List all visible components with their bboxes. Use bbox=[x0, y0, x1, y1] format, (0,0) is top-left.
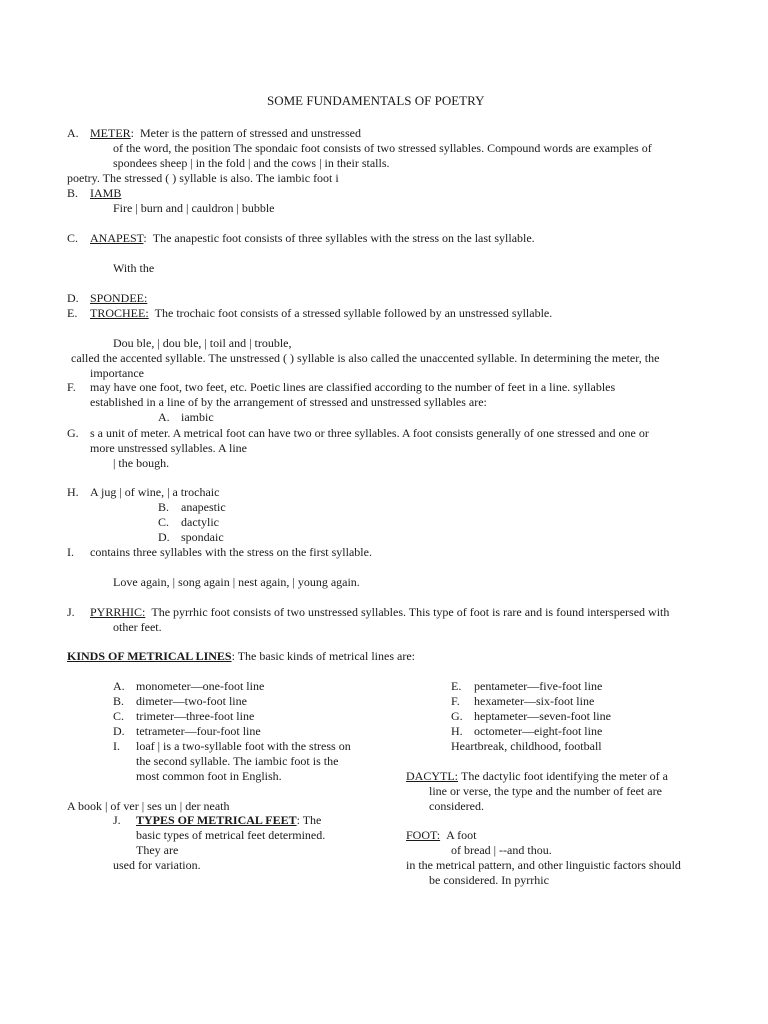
meter-definition: Meter is the pattern of stressed and unstressed bbox=[140, 126, 361, 140]
foot-line4: be considered. In pyrrhic bbox=[429, 873, 549, 887]
section-h-letter: H. bbox=[67, 485, 79, 499]
section-a-letter: A. bbox=[67, 126, 79, 140]
section-g-letter: G. bbox=[67, 426, 79, 440]
meter-colon: : bbox=[130, 126, 135, 140]
types-line3: They are bbox=[136, 843, 179, 857]
section-g-line2: more unstressed syllables. A line bbox=[90, 441, 247, 455]
types-line4: used for variation. bbox=[113, 858, 201, 872]
types-heading: TYPES OF METRICAL FEET bbox=[136, 813, 297, 827]
section-j-line2: other feet. bbox=[113, 620, 162, 634]
kinds-heading: KINDS OF METRICAL LINES bbox=[67, 649, 232, 663]
types-colon: : The bbox=[296, 813, 322, 827]
types-heading-line bbox=[136, 813, 321, 827]
section-a-heading bbox=[90, 126, 361, 140]
anapest-colon: : bbox=[143, 231, 147, 245]
book-line: A book | of ver | ses un | der neath bbox=[67, 799, 230, 813]
kinds-left-letter: D. bbox=[113, 724, 125, 738]
types-letter: J. bbox=[113, 813, 121, 827]
section-e-heading bbox=[90, 306, 552, 320]
section-f-line2: established in a line of by the arrangement of stressed and unstressed syllables are: bbox=[90, 395, 487, 409]
meter-term: METER bbox=[90, 126, 131, 140]
kinds-right-letter: G. bbox=[451, 709, 463, 723]
kinds-right-text: hexameter—six-foot line bbox=[474, 694, 595, 708]
section-b-letter: B. bbox=[67, 186, 79, 200]
section-e-line2: Dou ble, | dou ble, | toil and | trouble, bbox=[113, 336, 292, 350]
section-e-line3: called the accented syllable. The unstressed ( ) syllable is also called the unaccented syllable. In determining the meter, the bbox=[71, 351, 660, 365]
kinds-left-text: loaf | is a two-syllable foot with the stress on bbox=[136, 739, 351, 753]
dactyl-definition: The dactylic foot identifying the meter of a bbox=[461, 769, 668, 783]
section-h-sub-letter: C. bbox=[158, 515, 170, 529]
trochee-term: TROCHEE: bbox=[90, 306, 149, 320]
section-h-sub-text: anapestic bbox=[181, 500, 226, 514]
kinds-left-text: dimeter—two-foot line bbox=[136, 694, 247, 708]
page-title: SOME FUNDAMENTALS OF POETRY bbox=[267, 93, 485, 108]
section-g-text: s a unit of meter. A metrical foot can have two or three syllables. A foot consists generally of one stressed and one or bbox=[90, 426, 649, 440]
section-e-line4: importance bbox=[90, 366, 144, 380]
kinds-left-letter: B. bbox=[113, 694, 125, 708]
dactyl-line2: line or verse, the type and the number of feet are bbox=[429, 784, 662, 798]
types-line2: basic types of metrical feet determined. bbox=[136, 828, 326, 842]
kinds-left-text: trimeter—three-foot line bbox=[136, 709, 255, 723]
section-a-line2: of the word, the position The spondaic foot consists of two stressed syllables. Compound words are examples of bbox=[113, 141, 652, 155]
anapest-definition: The anapestic foot consists of three syllables with the stress on the last syllable. bbox=[152, 231, 535, 245]
foot-definition: A foot bbox=[446, 828, 477, 842]
section-a-line4-tail: . The iambic foot i bbox=[249, 171, 339, 185]
section-i-letter: I. bbox=[67, 545, 74, 559]
kinds-left-text: tetrameter—four-foot line bbox=[136, 724, 261, 738]
iamb-term: IAMB bbox=[90, 186, 122, 200]
foot-line3: in the metrical pattern, and other linguistic factors should bbox=[406, 858, 681, 872]
section-h-sub-letter: B. bbox=[158, 500, 170, 514]
kinds-heading-line bbox=[67, 649, 415, 663]
section-d-letter: D. bbox=[67, 291, 79, 305]
section-a-line4-text: poetry. The stressed ( ) syllable is also bbox=[67, 171, 250, 185]
kinds-left-cont: most common foot in English. bbox=[136, 769, 282, 783]
section-c-letter: C. bbox=[67, 231, 79, 245]
kinds-right-text: octometer—eight-foot line bbox=[474, 724, 603, 738]
dactyl-line3: considered. bbox=[429, 799, 484, 813]
section-c-heading bbox=[90, 231, 535, 245]
kinds-right-text: pentameter—five-foot line bbox=[474, 679, 603, 693]
foot-term: FOOT: bbox=[406, 828, 441, 842]
pyrrhic-term: PYRRHIC: bbox=[90, 605, 146, 619]
dactyl-heading bbox=[406, 769, 668, 783]
section-h-text: A jug | of wine, | a trochaic bbox=[90, 485, 220, 499]
kinds-right-letter: H. bbox=[451, 724, 463, 738]
kinds-right-letter: E. bbox=[451, 679, 462, 693]
section-f-sub-letter: A. bbox=[158, 410, 170, 424]
section-g-line3: | the bough. bbox=[113, 456, 170, 470]
section-e-letter: E. bbox=[67, 306, 78, 320]
section-f-text: may have one foot, two feet, etc. Poetic lines are classified according to the number of feet in a line. syllables bbox=[90, 380, 616, 394]
kinds-right-extra: Heartbreak, childhood, football bbox=[451, 739, 602, 753]
kinds-left-letter: I. bbox=[113, 739, 120, 753]
kinds-left-text: monometer—one-foot line bbox=[136, 679, 265, 693]
kinds-right-text: heptameter—seven-foot line bbox=[474, 709, 611, 723]
kinds-left-cont: the second syllable. The iambic foot is the bbox=[136, 754, 339, 768]
dactyl-term: DACYTL: bbox=[406, 769, 458, 783]
kinds-left-letter: C. bbox=[113, 709, 125, 723]
section-h-sub-text: spondaic bbox=[181, 530, 224, 544]
section-h-sub-letter: D. bbox=[158, 530, 170, 544]
kinds-left-letter: A. bbox=[113, 679, 125, 693]
section-i-line2: Love again, | song again | nest again, | young again. bbox=[113, 575, 360, 589]
section-j-letter: J. bbox=[67, 605, 75, 619]
section-i-text: contains three syllables with the stress on the first syllable. bbox=[90, 545, 372, 559]
anapest-term: ANAPEST bbox=[90, 231, 144, 245]
pyrrhic-definition: The pyrrhic foot consists of two unstressed syllables. This type of foot is rare and is found interspersed with bbox=[151, 605, 670, 619]
spondee-term: SPONDEE: bbox=[90, 291, 148, 305]
trochee-definition: The trochaic foot consists of a stressed syllable followed by an unstressed syllable. bbox=[154, 306, 553, 320]
section-h-sub-text: dactylic bbox=[181, 515, 219, 529]
section-f-letter: F. bbox=[67, 380, 76, 394]
section-f-sub-text: iambic bbox=[181, 410, 214, 424]
foot-heading bbox=[406, 828, 476, 842]
section-b-line2: Fire | burn and | cauldron | bubble bbox=[113, 201, 275, 215]
section-a-line4 bbox=[67, 171, 339, 185]
section-j-heading bbox=[90, 605, 669, 619]
section-a-line3: spondees sheep | in the fold | and the cows | in their stalls. bbox=[113, 156, 390, 170]
section-c-line2: With the bbox=[113, 261, 155, 275]
kinds-right-letter: F. bbox=[451, 694, 460, 708]
kinds-text: : The basic kinds of metrical lines are: bbox=[231, 649, 415, 663]
foot-line2: of bread | --and thou. bbox=[451, 843, 552, 857]
